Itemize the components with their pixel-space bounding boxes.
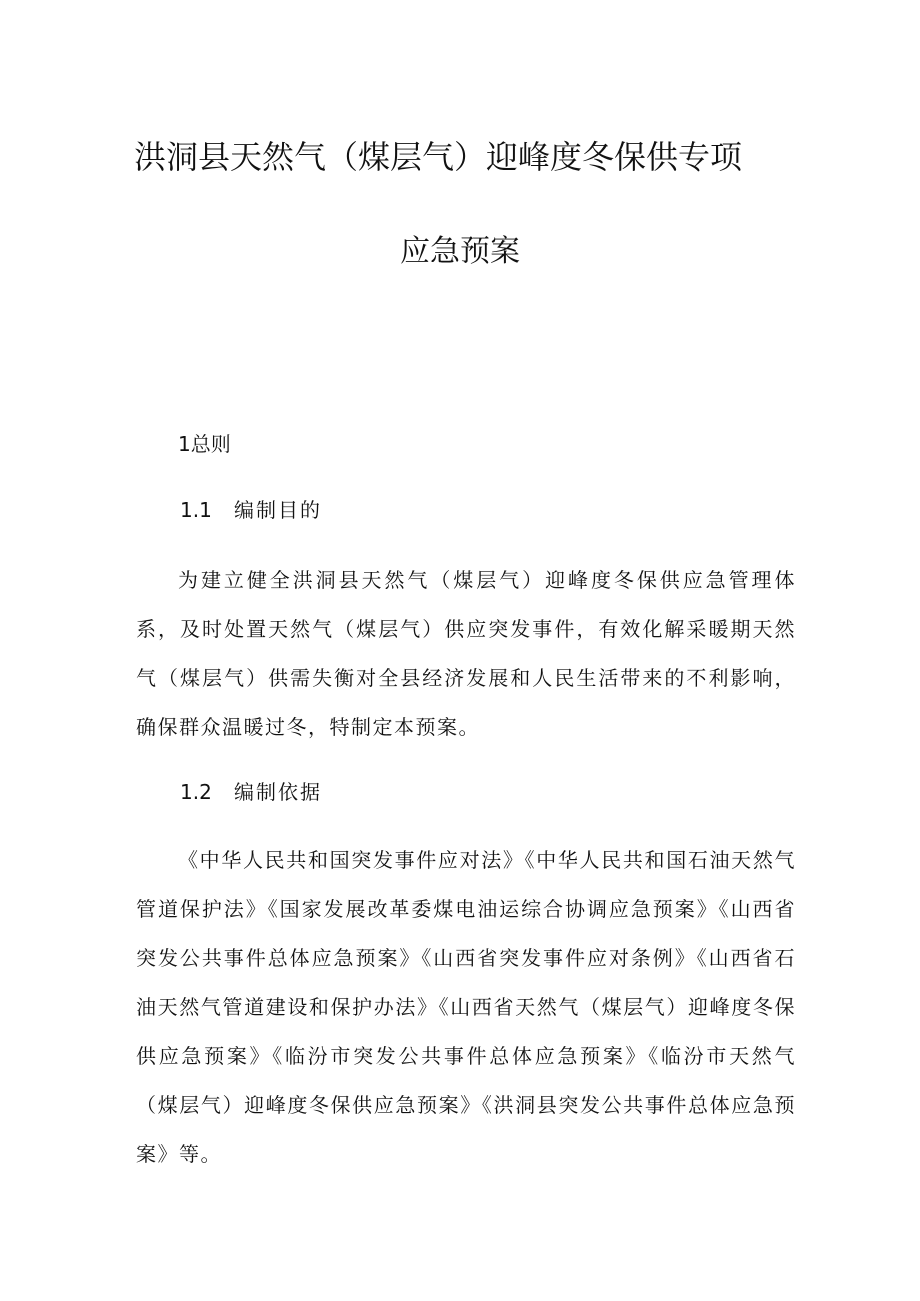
paragraph-purpose: 为建立健全洪洞县天然气（煤层气）迎峰度冬保供应急管理体系，及时处置天然气（煤层气）供应突发事件，有效化解采暖期天然气（煤层气）供需失衡对全县经济发展和人民生活带来的不利影响，确保群众温暖过冬，特制定本预案。 [136, 568, 796, 739]
section-title: 编制目的 [234, 498, 322, 522]
section-heading-basis [180, 776, 322, 805]
document-subtitle: 应急预案 [400, 234, 520, 269]
section-heading-purpose [180, 494, 322, 523]
paragraph-basis: 《中华人民共和国突发事件应对法》《中华人民共和国石油天然气管道保护法》《国家发展改革委煤电油运综合协调应急预案》《山西省突发公共事件总体应急预案》《山西省突发事件应对条例》《山西省石油天然气管道建设和保护办法》《山西省天然气（煤层气）迎峰度冬保供应急预案》《临汾市突发公共事件总体应急预案》《临汾市天然气（煤层气）迎峰度冬保供应急预案》《洪洞县突发公共事件总体应急预案》等。 [136, 848, 796, 1166]
section-number: 1.1 [180, 498, 212, 522]
section-title: 编制依据 [234, 780, 322, 804]
section-heading-general: 1总则 [178, 432, 231, 456]
document-title: 洪洞县天然气（煤层气）迎峰度冬保供专项 [134, 138, 743, 176]
section-number: 1.2 [180, 780, 212, 804]
